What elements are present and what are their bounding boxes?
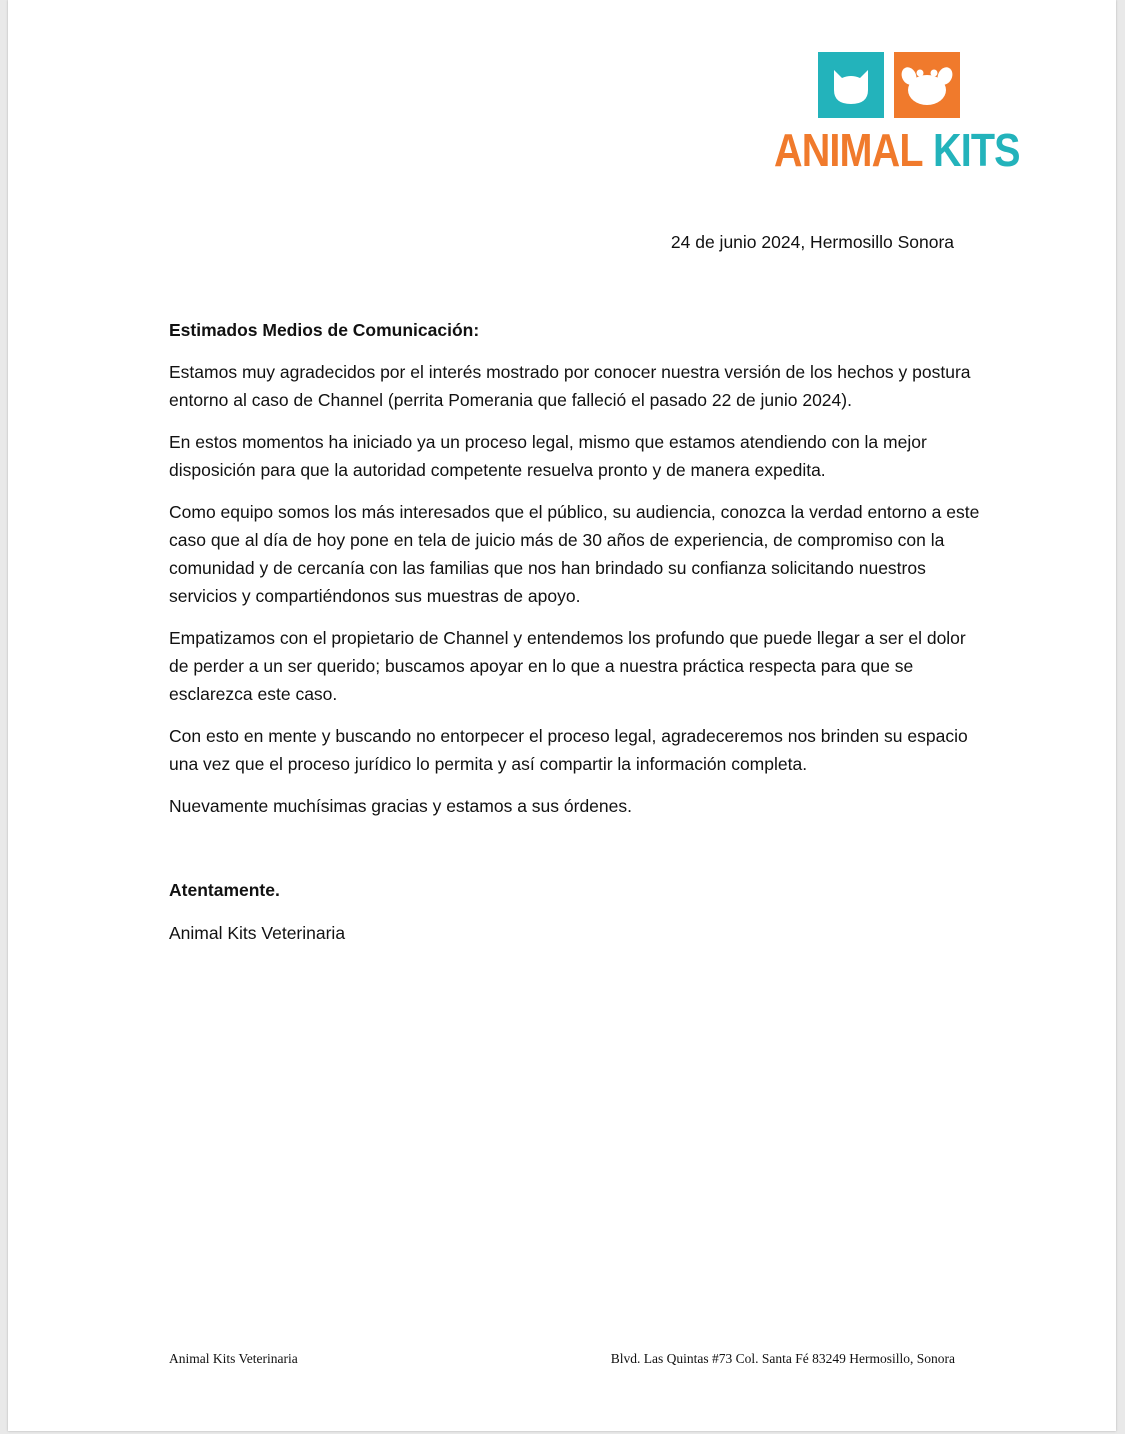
logo-word-animal: ANIMAL bbox=[774, 124, 923, 176]
date-line: 24 de junio 2024, Hermosillo Sonora bbox=[670, 232, 954, 252]
paragraph: En estos momentos ha iniciado ya un proceso legal, mismo que estamos atendiendo con la mejor disposición para que la autoridad competente resuelva pronto y de manera expedita. bbox=[169, 432, 927, 480]
animal-kits-logo bbox=[774, 52, 1020, 176]
logo-wordmark bbox=[774, 124, 1020, 176]
paragraph: Como equipo somos los más interesados que el público, su audiencia, conozca la verdad entorno a este caso que al día de hoy pone en tela de juicio más de 30 años de experiencia, de compromiso con la comunidad y de cercanía con las familias que nos han brindado su confianza solicitando nuestros servicios y compartiéndonos sus muestras de apoyo. bbox=[169, 502, 980, 606]
closing: Atentamente. bbox=[169, 880, 280, 900]
dog-icon bbox=[894, 52, 960, 118]
letter-page bbox=[8, 0, 1116, 1431]
paragraph: Nuevamente muchísimas gracias y estamos a sus órdenes. bbox=[169, 796, 632, 816]
letter-body bbox=[169, 316, 981, 834]
paragraph: Estamos muy agradecidos por el interés mostrado por conocer nuestra versión de los hechos y postura entorno al caso de Channel (perrita Pomerania que falleció el pasado 22 de junio 2024). bbox=[169, 362, 971, 410]
footer-address: Blvd. Las Quintas #73 Col. Santa Fé 83249 Hermosillo, Sonora bbox=[610, 1351, 955, 1366]
greeting: Estimados Medios de Comunicación: bbox=[169, 320, 480, 340]
paragraph: Empatizamos con el propietario de Channel y entendemos los profundo que puede llegar a ser el dolor de perder a un ser querido; buscamos apoyar en lo que a nuestra práctica respecta para que se esclarezca este caso. bbox=[169, 628, 966, 704]
footer-company: Animal Kits Veterinaria bbox=[169, 1351, 298, 1366]
paragraph: Con esto en mente y buscando no entorpecer el proceso legal, agradeceremos nos brinden su espacio una vez que el proceso jurídico lo permita y así compartir la información completa. bbox=[169, 726, 968, 774]
signature: Animal Kits Veterinaria bbox=[169, 923, 346, 943]
logo-word-kits: KITS bbox=[932, 124, 1020, 176]
cat-icon bbox=[818, 52, 884, 118]
logo-icons bbox=[818, 52, 960, 118]
